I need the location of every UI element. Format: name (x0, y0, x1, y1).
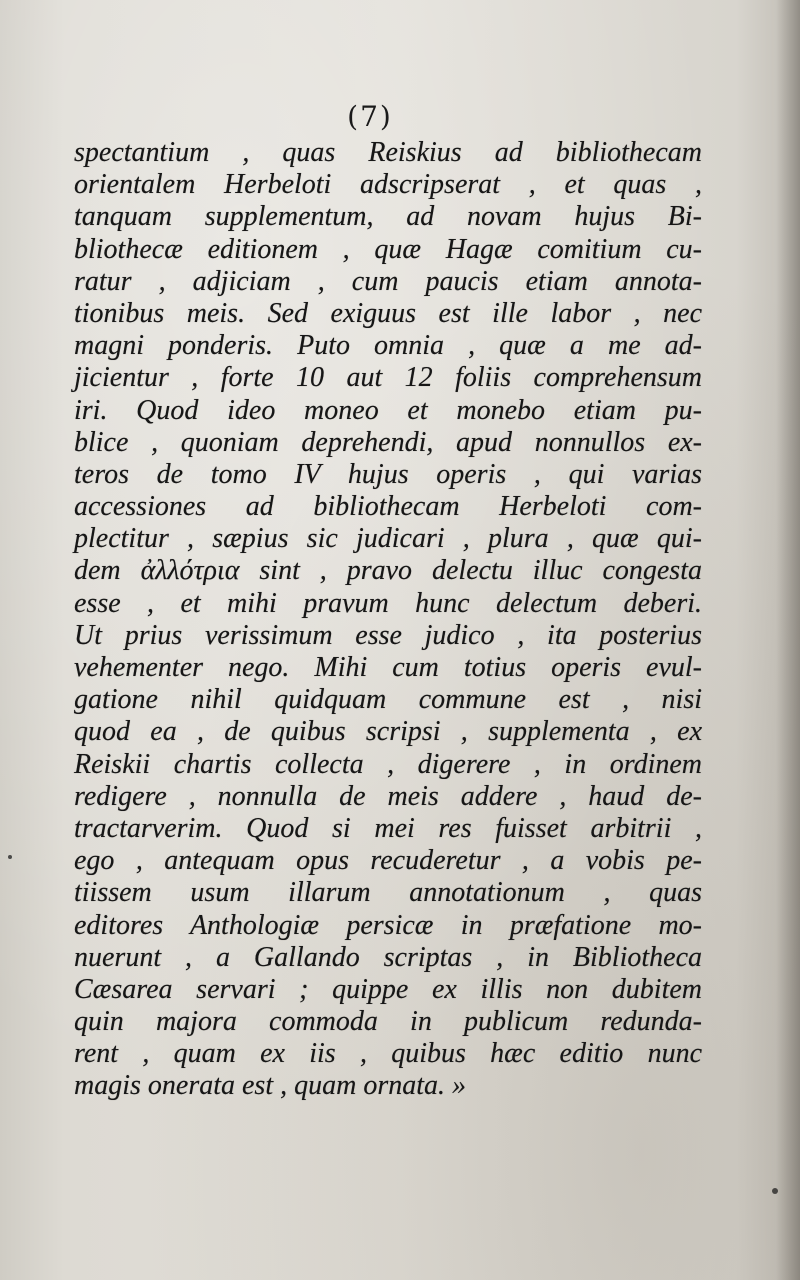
ink-speck (8, 855, 12, 859)
text-line: vehementer nego. Mihi cum totius operis evul- (74, 652, 702, 683)
text-line: Ut prius verissimum esse judico , ita posterius (74, 619, 702, 651)
text-line: redigere , nonnulla de meis addere , haud de- (74, 780, 702, 812)
text-line: accessiones ad bibliothecam Herbeloti com- (74, 491, 702, 523)
ink-speck (772, 1188, 778, 1194)
text-line: tiissem usum illarum annotationum , quas (74, 877, 702, 909)
page-number: (7) (347, 100, 393, 133)
text-line: nuerunt , a Gallando scriptas , in Bibliotheca (74, 941, 702, 973)
text-line: rent , quam ex iis , quibus hæc editio nunc (74, 1038, 702, 1070)
text-line: spectantium , quas Reiskius ad bibliothecam (74, 137, 702, 168)
text-line: plectitur , sæpius sic judicari , plura , quæ qui- (74, 523, 702, 555)
body-text (74, 137, 702, 1103)
text-line: quod ea , de quibus scripsi , supplementa , ex (74, 716, 702, 748)
text-line: dem ἀλλότρια sint , pravo delectu illuc congesta (74, 555, 702, 587)
text-line: jicientur , forte 10 aut 12 foliis comprehensum (74, 362, 702, 394)
text-line: teros de tomo IV hujus operis , qui varias (74, 458, 702, 490)
text-line: bliothecæ editionem , quæ Hagæ comitium cu- (74, 233, 702, 265)
text-line: tionibus meis. Sed exiguus est ille labor , nec (74, 297, 702, 329)
text-line: tanquam supplementum, ad novam hujus Bi- (74, 201, 702, 233)
text-line: magis onerata est , quam ornata. » (74, 1070, 466, 1102)
text-line: ego , antequam opus recuderetur , a vobis pe- (74, 845, 702, 877)
text-line: ratur , adjiciam , cum paucis etiam annota- (74, 265, 702, 297)
text-line: gatione nihil quidquam commune est , nisi (74, 684, 702, 716)
page-edge-shadow (776, 0, 800, 1280)
text-line: Cæsarea servari ; quippe ex illis non dubitem (74, 973, 702, 1005)
text-line: blice , quoniam deprehendi, apud nonnullos ex- (74, 426, 702, 458)
text-line: esse , et mihi pravum hunc delectum deberi. (74, 587, 702, 619)
text-line: magni ponderis. Puto omnia , quæ a me ad- (74, 330, 702, 362)
text-line: Reiskii chartis collecta , digerere , in ordinem (74, 748, 702, 780)
text-line: iri. Quod ideo moneo et monebo etiam pu- (74, 394, 702, 426)
text-line: quin majora commoda in publicum redunda- (74, 1006, 702, 1038)
text-line: orientalem Herbeloti adscripserat , et quas , (74, 169, 702, 201)
text-line: tractarverim. Quod si mei res fuisset arbitrii , (74, 812, 702, 844)
text-line: editores Anthologiæ persicæ in præfatione mo- (74, 909, 702, 941)
